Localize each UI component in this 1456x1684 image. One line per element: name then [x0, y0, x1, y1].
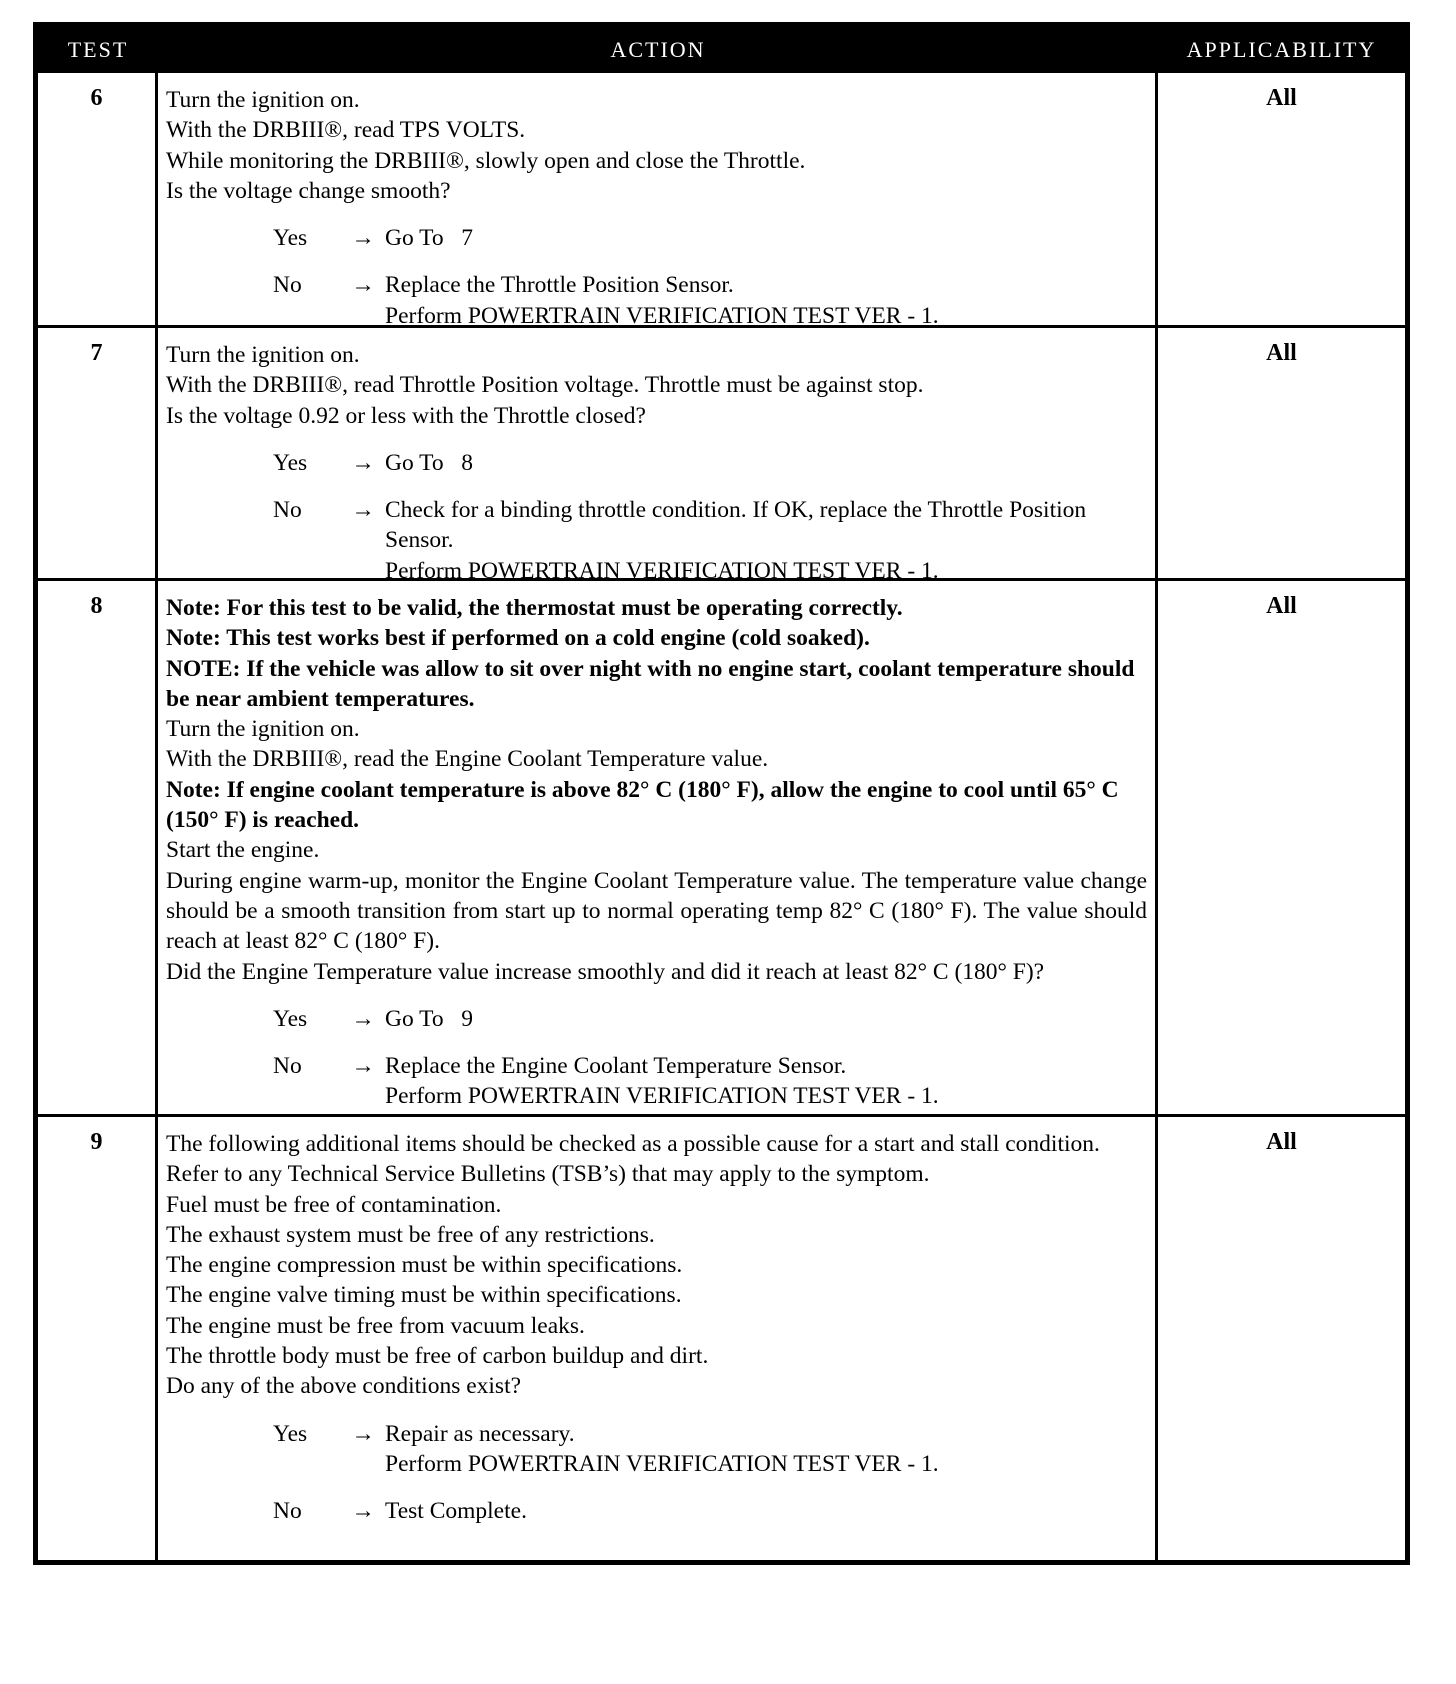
no-result — [383, 270, 1147, 331]
no-label: No — [273, 1498, 302, 1525]
action-line: Did the Engine Temperature value increase smoothly and did it reach at least 82° C (180° F)? — [166, 958, 1045, 985]
action-line: The following additional items should be checked as a possible cause for a start and stall condition. — [166, 1131, 1100, 1157]
yes-label: Yes — [273, 225, 308, 252]
no-result — [383, 1496, 1147, 1526]
table-header — [38, 27, 1405, 73]
yes-branch — [166, 1419, 1147, 1480]
action-line: The throttle body must be free of carbon buildup and dirt. — [166, 1343, 709, 1370]
action-cell — [158, 581, 1158, 1114]
arrow-icon: → — [351, 1053, 375, 1080]
action-line: With the DRBIII®, read Throttle Position voltage. Throttle must be against stop. — [166, 372, 924, 399]
result-line: Go To 7 — [385, 225, 474, 252]
test-row-6 — [38, 73, 1405, 329]
result-line: Repair as necessary. — [385, 1420, 575, 1447]
note-line: Note: This test works best if performed on a cold engine (cold soaked). — [166, 625, 870, 652]
no-result — [383, 1051, 1147, 1112]
result-line: Go To 8 — [385, 449, 474, 476]
yes-label: Yes — [273, 449, 308, 476]
header-test: TEST — [67, 37, 129, 62]
action-line: Refer to any Technical Service Bulletins (TSB’s) that may apply to the symptom. — [166, 1161, 930, 1188]
arrow-icon: → — [351, 497, 375, 524]
no-branch — [166, 495, 1147, 586]
test-row-9 — [38, 1114, 1405, 1560]
test-number: 7 — [38, 328, 158, 578]
test-row-7 — [38, 325, 1405, 584]
arrow-icon: → — [351, 1005, 375, 1032]
result-line: Check for a binding throttle condition. If OK, replace the Throttle Position Sensor. — [385, 497, 1087, 554]
note-line: Note: For this test to be valid, the thermostat must be operating correctly. — [166, 595, 903, 621]
no-label: No — [273, 497, 302, 524]
test-number: 8 — [38, 581, 158, 1114]
no-branch — [166, 1496, 1147, 1526]
arrow-icon: → — [351, 1420, 375, 1447]
diagnostic-table — [33, 22, 1410, 1565]
yes-result — [383, 1004, 1147, 1034]
header-applicability: APPLICABILITY — [1186, 37, 1377, 62]
no-result — [383, 495, 1147, 586]
result-line: Go To 9 — [385, 1005, 474, 1032]
action-cell — [158, 1117, 1158, 1560]
action-line: Fuel must be free of contamination. — [166, 1191, 502, 1218]
result-line: Replace the Throttle Position Sensor. — [385, 272, 734, 299]
no-label: No — [273, 272, 302, 299]
note-line: NOTE: If the vehicle was allow to sit over night with no engine start, coolant temperature should be near ambient temperatures. — [166, 655, 1135, 712]
yes-label: Yes — [273, 1005, 308, 1032]
yes-result — [383, 1419, 1147, 1480]
no-branch — [166, 1051, 1147, 1112]
applicability: All — [1266, 85, 1297, 111]
header-action: ACTION — [610, 37, 706, 62]
action-line: With the DRBIII®, read the Engine Coolant Temperature value. — [166, 746, 769, 773]
result-line: Perform POWERTRAIN VERIFICATION TEST VER - 1. — [385, 1083, 939, 1110]
no-branch — [166, 270, 1147, 331]
yes-branch — [166, 223, 1147, 253]
yes-result — [383, 223, 1147, 253]
yes-label: Yes — [273, 1420, 308, 1447]
action-cell — [158, 73, 1158, 329]
arrow-icon: → — [351, 1498, 375, 1525]
action-line: While monitoring the DRBIII®, slowly open and close the Throttle. — [166, 147, 806, 174]
result-line: Perform POWERTRAIN VERIFICATION TEST VER - 1. — [385, 302, 939, 329]
result-line: Perform POWERTRAIN VERIFICATION TEST VER - 1. — [385, 1450, 939, 1477]
action-line: Turn the ignition on. — [166, 716, 360, 743]
result-line: Test Complete. — [385, 1498, 527, 1525]
yes-result — [383, 448, 1147, 478]
action-line: Is the voltage change smooth? — [166, 177, 451, 204]
action-line: The engine valve timing must be within specifications. — [166, 1282, 682, 1309]
action-line: Turn the ignition on. — [166, 342, 360, 368]
action-line: With the DRBIII®, read TPS VOLTS. — [166, 117, 526, 144]
applicability: All — [1266, 340, 1297, 366]
action-line: The exhaust system must be free of any restrictions. — [166, 1221, 655, 1248]
applicability: All — [1266, 593, 1297, 619]
arrow-icon: → — [351, 272, 375, 299]
result-line: Replace the Engine Coolant Temperature Sensor. — [385, 1053, 847, 1080]
arrow-icon: → — [351, 225, 375, 252]
action-line: The engine compression must be within specifications. — [166, 1252, 683, 1279]
action-cell — [158, 328, 1158, 584]
action-line: Start the engine. — [166, 837, 320, 864]
action-line: Is the voltage 0.92 or less with the Throttle closed? — [166, 402, 646, 429]
yes-branch — [166, 448, 1147, 478]
action-line: During engine warm-up, monitor the Engine Coolant Temperature value. The temperature value change should be a smooth transition from start up to normal operating temp 82° C (180° F). The value should reach at least 82° C (180° F). — [166, 867, 1147, 955]
no-label: No — [273, 1053, 302, 1080]
action-line: The engine must be free from vacuum leaks. — [166, 1312, 585, 1339]
action-line: Do any of the above conditions exist? — [166, 1373, 522, 1400]
arrow-icon: → — [351, 449, 375, 476]
note-line: Note: If engine coolant temperature is above 82° C (180° F), allow the engine to cool until 65° C (150° F) is reached. — [166, 776, 1119, 834]
test-row-8 — [38, 578, 1405, 1114]
test-number: 9 — [38, 1117, 158, 1560]
result-line: Perform POWERTRAIN VERIFICATION TEST VER - 1. — [385, 557, 939, 584]
yes-branch — [166, 1004, 1147, 1034]
test-number: 6 — [38, 73, 158, 325]
applicability: All — [1266, 1129, 1297, 1155]
action-line: Turn the ignition on. — [166, 87, 360, 113]
